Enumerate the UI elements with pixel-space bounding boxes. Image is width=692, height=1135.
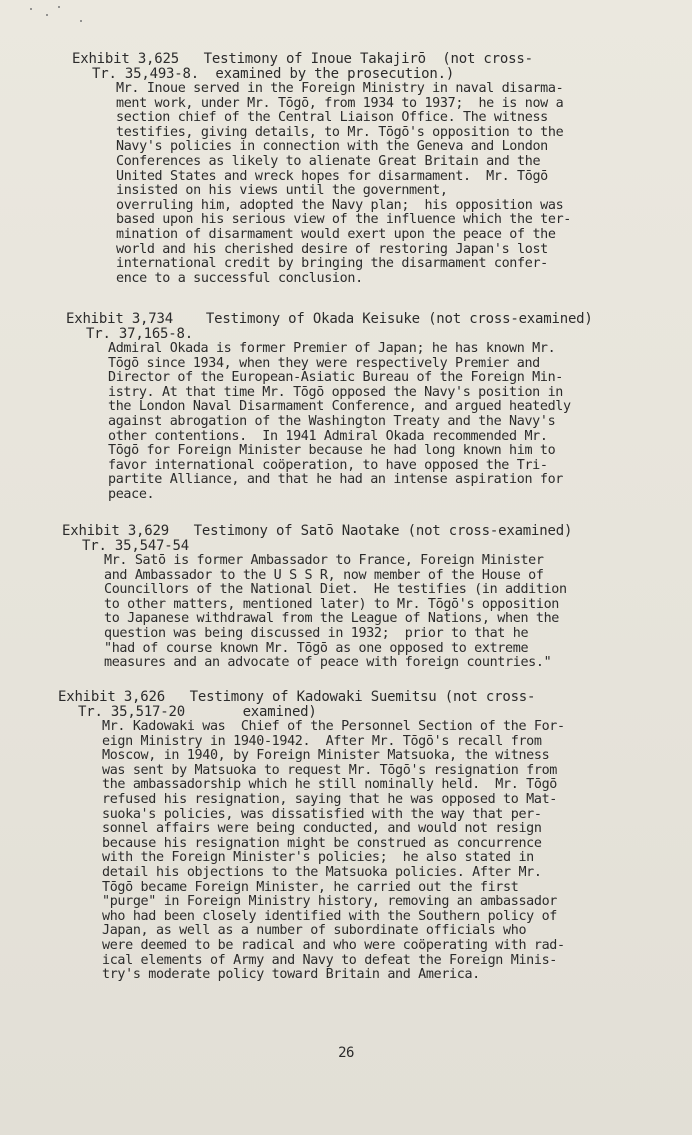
scan-speck xyxy=(30,8,32,10)
body-line: because his resignation might be construed as concurrence xyxy=(102,835,542,851)
exhibit-entry-3629 xyxy=(0,524,692,671)
body-line: Admiral Okada is former Premier of Japan; he has known Mr. xyxy=(108,341,556,356)
exhibit-heading: Exhibit 3,629 Testimony of Satō Naotake (not cross-examined) xyxy=(62,523,573,539)
body-line: United States and wreck hopes for disarmament. Mr. Tōgō xyxy=(116,168,548,184)
body-line: who had been closely identified with the Southern policy of xyxy=(102,908,557,924)
exhibit-body xyxy=(104,554,692,671)
exhibit-heading: Exhibit 3,626 Testimony of Kadowaki Suemitsu (not cross- xyxy=(58,689,536,705)
body-line: Mr. Inoue served in the Foreign Ministry in naval disarma- xyxy=(116,81,564,96)
body-line: section chief of the Central Liaison Office. The witness xyxy=(116,110,548,126)
transcript-ref: Tr. 35,517-20 examined) xyxy=(78,704,317,720)
body-line: refused his resignation, saying that he was opposed to Mat- xyxy=(102,791,557,807)
body-line: was sent by Matsuoka to request Mr. Tōgō's resignation from xyxy=(102,762,557,778)
body-line: measures and an advocate of peace with foreign countries." xyxy=(104,655,552,671)
body-line: testifies, giving details, to Mr. Tōgō's opposition to the xyxy=(116,124,564,140)
body-line: the London Naval Disarmament Conference, and argued heatedly xyxy=(108,399,571,415)
exhibit-entry-3625 xyxy=(0,52,692,286)
body-line: Director of the European-Asiatic Bureau of the Foreign Min- xyxy=(108,370,563,386)
body-line: insisted on his views until the government, xyxy=(116,183,448,199)
scan-speck xyxy=(58,6,60,8)
exhibit-body xyxy=(102,720,692,983)
body-line: partite Alliance, and that he had an intense aspiration for xyxy=(108,472,563,488)
body-line: Tōgō since 1934, when they were respectively Premier and xyxy=(108,355,540,371)
body-line: detail his objections to the Matsuoka policies. After Mr. xyxy=(102,864,542,880)
body-line: the ambassadorship which he still nominally held. Mr. Tōgō xyxy=(102,777,557,793)
page-number: 26 xyxy=(338,1045,354,1061)
body-line: Japan, as well as a number of subordinate officials who xyxy=(102,923,527,939)
body-line: favor international coöperation, to have opposed the Tri- xyxy=(108,457,548,473)
body-line: overruling him, adopted the Navy plan; his opposition was xyxy=(116,197,564,213)
body-line: Councillors of the National Diet. He testifies (in addition xyxy=(104,582,567,598)
body-line: try's moderate policy toward Britain and America. xyxy=(102,967,480,983)
body-line: Tōgō for Foreign Minister because he had long known him to xyxy=(108,443,556,459)
body-line: istry. At that time Mr. Tōgō opposed the Navy's position in xyxy=(108,384,563,400)
body-line: Tōgō became Foreign Minister, he carried out the first xyxy=(102,879,519,895)
body-line: sonnel affairs were being conducted, and would not resign xyxy=(102,821,542,837)
exhibit-body xyxy=(116,82,692,286)
body-line: with the Foreign Minister's policies; he also stated in xyxy=(102,850,534,866)
body-line: ical elements of Army and Navy to defeat the Foreign Minis- xyxy=(102,952,557,968)
transcript-ref: Tr. 35,547-54 xyxy=(82,538,189,554)
transcript-ref: Tr. 37,165-8. xyxy=(86,326,193,342)
body-line: ence to a successful conclusion. xyxy=(116,270,363,286)
scan-speck xyxy=(46,14,48,16)
body-line: world and his cherished desire of restoring Japan's lost xyxy=(116,241,548,257)
exhibit-heading: Exhibit 3,625 Testimony of Inoue Takajirō (not cross- xyxy=(72,51,533,67)
transcript-ref: Tr. 35,493-8. examined by the prosecution.) xyxy=(92,66,455,82)
body-line: eign Ministry in 1940-1942. After Mr. Tōgō's recall from xyxy=(102,733,542,749)
body-line: Mr. Satō is former Ambassador to France, Foreign Minister xyxy=(104,553,544,568)
body-line: "had of course known Mr. Tōgō as one opposed to extreme xyxy=(104,640,529,656)
body-line: Conferences as likely to alienate Great Britain and the xyxy=(116,153,541,169)
body-line: other contentions. In 1941 Admiral Okada recommended Mr. xyxy=(108,428,548,444)
exhibit-body xyxy=(108,342,692,503)
scan-speck xyxy=(80,20,82,22)
body-line: were deemed to be radical and who were coöperating with rad- xyxy=(102,937,565,953)
body-line: Navy's policies in connection with the Geneva and London xyxy=(116,139,548,155)
body-line: and Ambassador to the U S S R, now member of the House of xyxy=(104,567,544,583)
body-line: suoka's policies, was dissatisfied with the way that per- xyxy=(102,806,542,822)
body-line: based upon his serious view of the influence which the ter- xyxy=(116,212,571,228)
exhibit-entry-3734 xyxy=(0,312,692,503)
body-line: question was being discussed in 1932; prior to that he xyxy=(104,625,529,641)
body-line: ment work, under Mr. Tōgō, from 1934 to 1937; he is now a xyxy=(116,95,564,111)
body-line: to other matters, mentioned later) to Mr. Tōgō's opposition xyxy=(104,596,559,612)
body-line: mination of disarmament would exert upon the peace of the xyxy=(116,226,556,242)
body-line: Moscow, in 1940, by Foreign Minister Matsuoka, the witness xyxy=(102,748,550,764)
body-line: "purge" in Foreign Ministry history, removing an ambassador xyxy=(102,894,557,910)
body-line: to Japanese withdrawal from the League of Nations, when the xyxy=(104,611,559,627)
body-line: international credit by bringing the disarmament confer- xyxy=(116,256,548,272)
exhibit-heading: Exhibit 3,734 Testimony of Okada Keisuke (not cross-examined) xyxy=(66,311,593,327)
body-line: Mr. Kadowaki was Chief of the Personnel Section of the For- xyxy=(102,719,565,734)
body-line: peace. xyxy=(108,486,155,502)
body-line: against abrogation of the Washington Treaty and the Navy's xyxy=(108,413,556,429)
exhibit-entry-3626 xyxy=(0,690,692,983)
